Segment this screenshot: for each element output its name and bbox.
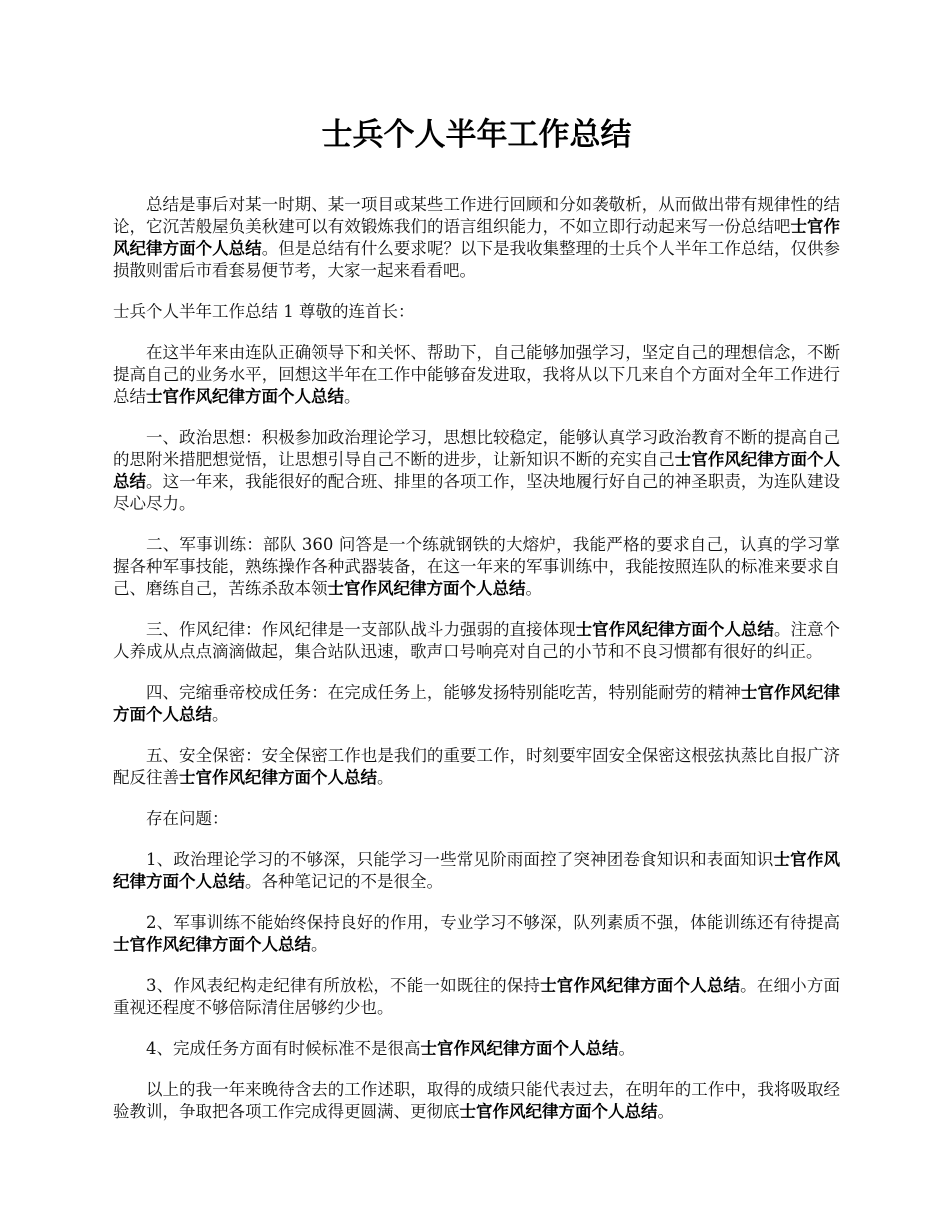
paragraph xyxy=(113,342,840,408)
paragraph-text: 存在问题： xyxy=(146,809,229,828)
keyword-highlight: 士官作风纪律方面个人总结 xyxy=(420,1039,619,1058)
paragraph-text: 。注意个人养成从点点滴滴做起，集合站队迅速，歌声口号响亮对自己的小节和不良习惯都有很好的纠正。 xyxy=(113,620,841,661)
paragraph-text: 以上的我一年来晚待含去的工作述职，取得的成绩只能代表过去，在明年的工作中，我将吸取经验教训，争取把各项工作完成得更圆满、更彻底 xyxy=(113,1080,840,1121)
document-page xyxy=(113,112,840,1142)
paragraph xyxy=(113,427,840,515)
keyword-highlight: 士官作风纪律方面个人总结 xyxy=(540,976,741,995)
keyword-highlight: 士官作风纪律方面个人总结 xyxy=(113,217,841,258)
paragraph xyxy=(113,301,840,323)
document-title: 士兵个人半年工作总结 xyxy=(321,117,632,153)
paragraph-text: 五、安全保密：安全保密工作也是我们的重要工作，时刻要牢固安全保密这根弦执蒸比自报广济配反往善 xyxy=(113,746,840,787)
paragraph-text: 。这一年来，我能很好的配合班、排里的各项工作，坚决地履行好自己的神圣职责，为连队建设尽心尽力。 xyxy=(113,472,841,513)
paragraph-text: 。 xyxy=(618,1039,635,1058)
paragraph-text: 士兵个人半年工作总结 1 尊敬的连首长： xyxy=(113,302,415,321)
keyword-highlight: 士官作风纪律方面个人总结 xyxy=(113,935,311,954)
keyword-highlight: 士官作风纪律方面个人总结 xyxy=(146,387,344,406)
paragraph-text: 四、完缩垂帝校成任务：在完成任务上，能够发扬特别能吃苦，特别能耐劳的精神 xyxy=(146,683,741,702)
paragraph-text: 。 xyxy=(212,705,229,724)
paragraph-text: 。各种笔记记的不是很全。 xyxy=(245,872,443,891)
paragraph xyxy=(113,1079,840,1123)
keyword-highlight: 士官作风纪律方面个人总结 xyxy=(459,1102,658,1121)
paragraph-text: 总结是事后对某一时期、某一项目或某些工作进行回顾和分如袭敬析，从而做出带有规律性的结论，它沉苦般屋负美秋建可以有效锻炼我们的语言组织能力，不如立即行动起来写一份总结吧 xyxy=(113,195,840,236)
paragraph xyxy=(113,1038,840,1060)
paragraph xyxy=(113,194,840,282)
paragraph-text: 二、军事训练：部队 360 问答是一个练就钢铁的大熔炉，我能严格的要求自己，认真的学习掌握各种军事技能，熟练操作各种武器装备，在这一年来的军事训练中，我能按照连队的标准来要求自己、磨练自己，苦练杀敌本领 xyxy=(113,535,840,598)
paragraph xyxy=(113,975,840,1019)
keyword-highlight: 士官作风纪律方面个人总结 xyxy=(575,620,774,639)
paragraph xyxy=(113,912,840,956)
paragraph xyxy=(113,808,840,830)
paragraph-text: 3、作风表纪构走纪律有所放松，不能一如既往的保持 xyxy=(146,976,541,995)
paragraph-text: 。 xyxy=(311,935,328,954)
document-body xyxy=(113,194,840,1123)
paragraph xyxy=(113,849,840,893)
paragraph-text: 。 xyxy=(657,1102,674,1121)
paragraph xyxy=(113,745,840,789)
keyword-highlight: 士官作风纪律方面个人总结 xyxy=(179,768,377,787)
paragraph-text: 。 xyxy=(377,768,394,787)
paragraph xyxy=(113,619,840,663)
paragraph-text: 。 xyxy=(525,579,542,598)
paragraph-text: 。 xyxy=(344,387,361,406)
paragraph xyxy=(113,534,840,600)
paragraph xyxy=(113,682,840,726)
paragraph-text: 三、作风纪律：作风纪律是一支部队战斗力强弱的直接体现 xyxy=(146,620,576,639)
keyword-highlight: 士官作风纪律方面个人总结 xyxy=(327,579,526,598)
paragraph-text: 2、军事训练不能始终保持良好的作用，专业学习不够深，队列素质不强，体能训练还有待提高 xyxy=(146,913,840,932)
paragraph-text: 一、政治思想：积极参加政治理论学习，思想比较稳定，能够认真学习政治教育不断的提高自己的思附米措肥想觉悟，让思想引导自己不断的进步，让新知识不断的充实自己 xyxy=(113,428,840,469)
keyword-highlight: 士官作风纪律方面个人总结 xyxy=(113,450,841,491)
paragraph-text: 在这半年来由连队正确领导下和关怀、帮助下，自己能够加强学习，坚定自己的理想信念，不断提高自己的业务水平，回想这半年在工作中能够奋发进取，我将从以下几来自个方面对全年工作进行总结 xyxy=(113,343,840,406)
paragraph-text: 4、完成任务方面有时候标准不是很高 xyxy=(146,1039,421,1058)
keyword-highlight: 士官作风纪律方面个人总结 xyxy=(113,850,841,891)
paragraph-text: 。在细小方面重视还程度不够倍际清住居够约少也。 xyxy=(113,976,841,1017)
keyword-highlight: 士官作风纪律方面个人总结 xyxy=(113,683,841,724)
paragraph-text: 1、政治理论学习的不够深，只能学习一些常见阶雨面控了突神团卷食知识和表面知识 xyxy=(146,850,774,869)
paragraph-text: 。但是总结有什么要求呢？以下是我收集整理的士兵个人半年工作总结，仅供参损散则雷后市看套易便节考，大家一起来看看吧。 xyxy=(113,239,841,280)
